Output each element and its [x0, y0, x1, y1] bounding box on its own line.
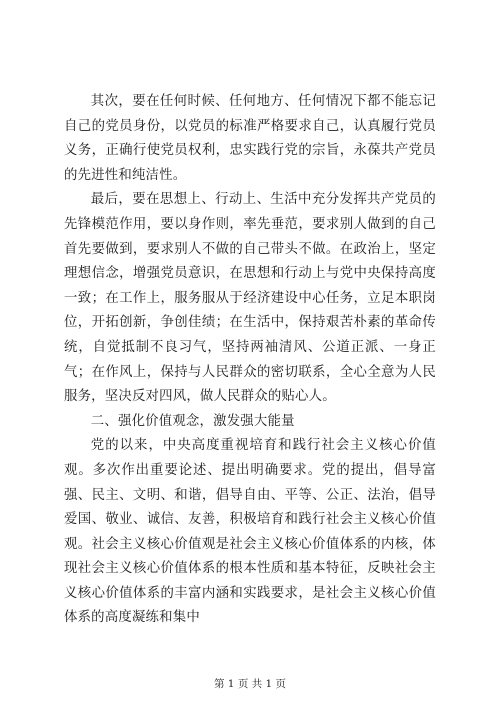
- document-body: [64, 90, 436, 631]
- page-footer: 第 1 页 共 1 页: [213, 678, 287, 690]
- paragraph-secondly: 其次，要在任何时候、任何地方、任何情况下都不能忘记自己的党员身份，以党员的标准严格要求自己，认真履行党员义务，正确行使党员权利，忠实践行党的宗旨，永葆共产党员的先进性和纯洁性。: [64, 94, 436, 183]
- section-heading: 二、强化价值观念，激发强大能量: [90, 413, 295, 429]
- paragraph-finally: 最后，要在思想上、行动上、生活中充分发挥共产党员的先锋模范作用，要以身作则，率先垂范，要求别人做到的自己首先要做到，要求别人不做的自己带头不做。在政治上，坚定理想信念，增强党员意识，在思想和行动上与党中央保持高度一致；在工作上，服务服从于经济建设中心任务，立足本职岗位，开拓创新，争创佳绩；在生活中，保持艰苦朴素的革命传统，自觉抵制不良习气，坚持两袖清风、公道正派、一身正气；在作风上，保持与人民群众的密切联系，全心全意为人民服务，坚决反对四风，做人民群众的贴心人。: [64, 192, 436, 405]
- paragraph-core-values: 党的以来，中央高度重视培育和践行社会主义核心价值观。多次作出重要论述、提出明确要求。党的提出，倡导富强、民主、文明、和谐，倡导自由、平等、公正、法治，倡导爱国、敬业、诚信、友善，积极培育和践行社会主义核心价值观。社会主义核心价值观是社会主义核心价值体系的内核，体现社会主义核心价值体系的根本性质和基本特征，反映社会主义核心价值体系的丰富内涵和实践要求，是社会主义核心价值体系的高度凝练和集中: [64, 438, 436, 626]
